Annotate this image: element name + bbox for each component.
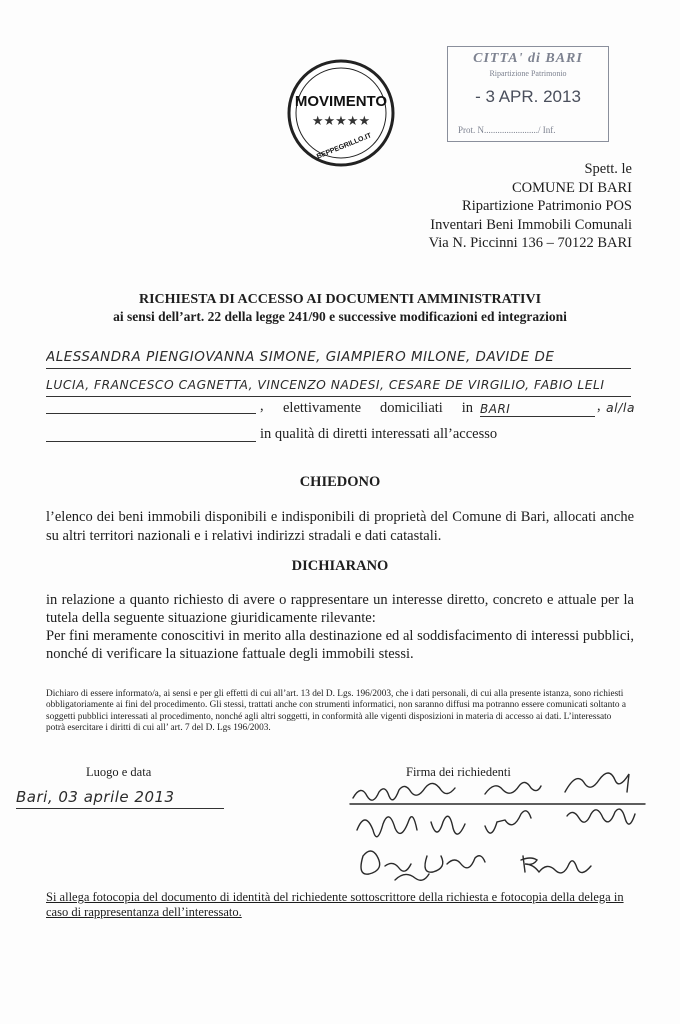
handwritten-signatures: [335, 770, 665, 890]
logo-bottom-text: BEPPEGRILLO.IT: [315, 132, 373, 161]
logo-stars-icon: ★★★★★: [311, 114, 371, 129]
names-line-1: ALESSANDRA PIENGIOVANNA SIMONE, GIAMPIERO MILONE, DAVIDE DE: [46, 346, 631, 369]
document-title: RICHIESTA DI ACCESSO AI DOCUMENTI AMMINISTRATIVI: [138, 292, 542, 307]
chiedono-body: l’elenco dei beni immobili disponibili e indisponibili di proprietà del Comune di Bari, allocati anche su altri territori nazionali e i relativi indirizzi stradali e dati catastali.: [46, 509, 634, 544]
comma: ,: [260, 398, 264, 414]
address-line: Spett. le: [584, 161, 632, 177]
names-line-2: LUCIA, FRANCESCO CAGNETTA, VINCENZO NADESI, CESARE DE VIRGILIO, FABIO LELI: [46, 374, 631, 397]
signers-label: Firma dei richiedenti: [406, 765, 511, 779]
protocol-stamp: [447, 46, 609, 142]
blank-field-2: [46, 440, 256, 442]
comma-2: ,: [597, 398, 601, 414]
at-label: al/la: [606, 400, 635, 415]
address-line: Via N. Piccinni 136 – 70122 BARI: [428, 235, 632, 251]
address-line: COMUNE DI BARI: [511, 179, 632, 196]
recipient-address: [429, 160, 632, 253]
document-subtitle: ai sensi dell’art. 22 della legge 241/90 e successive modificazioni ed integrazioni: [113, 309, 567, 324]
stamp-prot: Prot. N......................../ Inf.: [458, 125, 556, 135]
domiciled-label: elettivamente domiciliati in: [283, 400, 473, 416]
signatures-drawing: [335, 770, 665, 890]
stamp-office: Ripartizione Patrimonio: [489, 69, 567, 78]
qualita-label: in qualità di diretti interessati all’accesso: [260, 426, 498, 442]
logo-top-text: MOVIMENTO: [294, 93, 388, 110]
logo-badge: [286, 58, 396, 168]
address-line: Ripartizione Patrimonio POS: [462, 198, 632, 214]
footer-note: Si allega fotocopia del documento di identità del richiedente sottoscrittore della richiesta e fotocopia della delega in caso di rappresentanza dell’interessato.: [46, 890, 624, 919]
city-field: BARI: [480, 400, 595, 417]
movimento-logo: [286, 58, 396, 168]
privacy-notice: Dichiaro di essere informato/a, ai sensi e per gli effetti di cui all’art. 13 del D. Lgs. 196/2003, che i dati personali, di cui alla presente istanza, sono richiesti obbligatoriamente ai fini del procedimento. Gli stessi, trattati anche con strumenti informatici, non saranno diffusi ma potranno essere comunicati soltanto a soggetti pubblici interessati al procedimento, nonché agli altri soggetti, in conformità alle vigenti disposizioni in materia di accesso ai dati. L’interessato potrà esercitare i diritti di cui all’ art. 7 del D. Lgs 196/2003.: [46, 689, 626, 734]
place-date-value: Bari, 03 aprile 2013: [16, 786, 224, 809]
chiedono-heading: CHIEDONO: [299, 474, 381, 490]
address-line: Inventari Beni Immobili Comunali: [430, 216, 632, 233]
place-date-label: Luogo e data: [86, 765, 152, 779]
dichiarano-heading: DICHIARANO: [291, 558, 389, 574]
dichiarano-body-2: Per fini meramente conoscitivi in merito alla destinazione ed al soddisfacimento di interessi pubblici, nonché di verificare la situazione fattuale degli immobili stessi.: [46, 628, 634, 662]
stamp-city: CITTA' di BARI: [473, 51, 583, 66]
dichiarano-body-1: in relazione a quanto richiesto di avere o rappresentare un interesse diretto, concreto e attuale per la tutela della seguente situazione giuridicamente rilevante:: [46, 592, 634, 626]
blank-field: [46, 412, 256, 414]
stamp-date: - 3 APR. 2013: [475, 87, 581, 106]
